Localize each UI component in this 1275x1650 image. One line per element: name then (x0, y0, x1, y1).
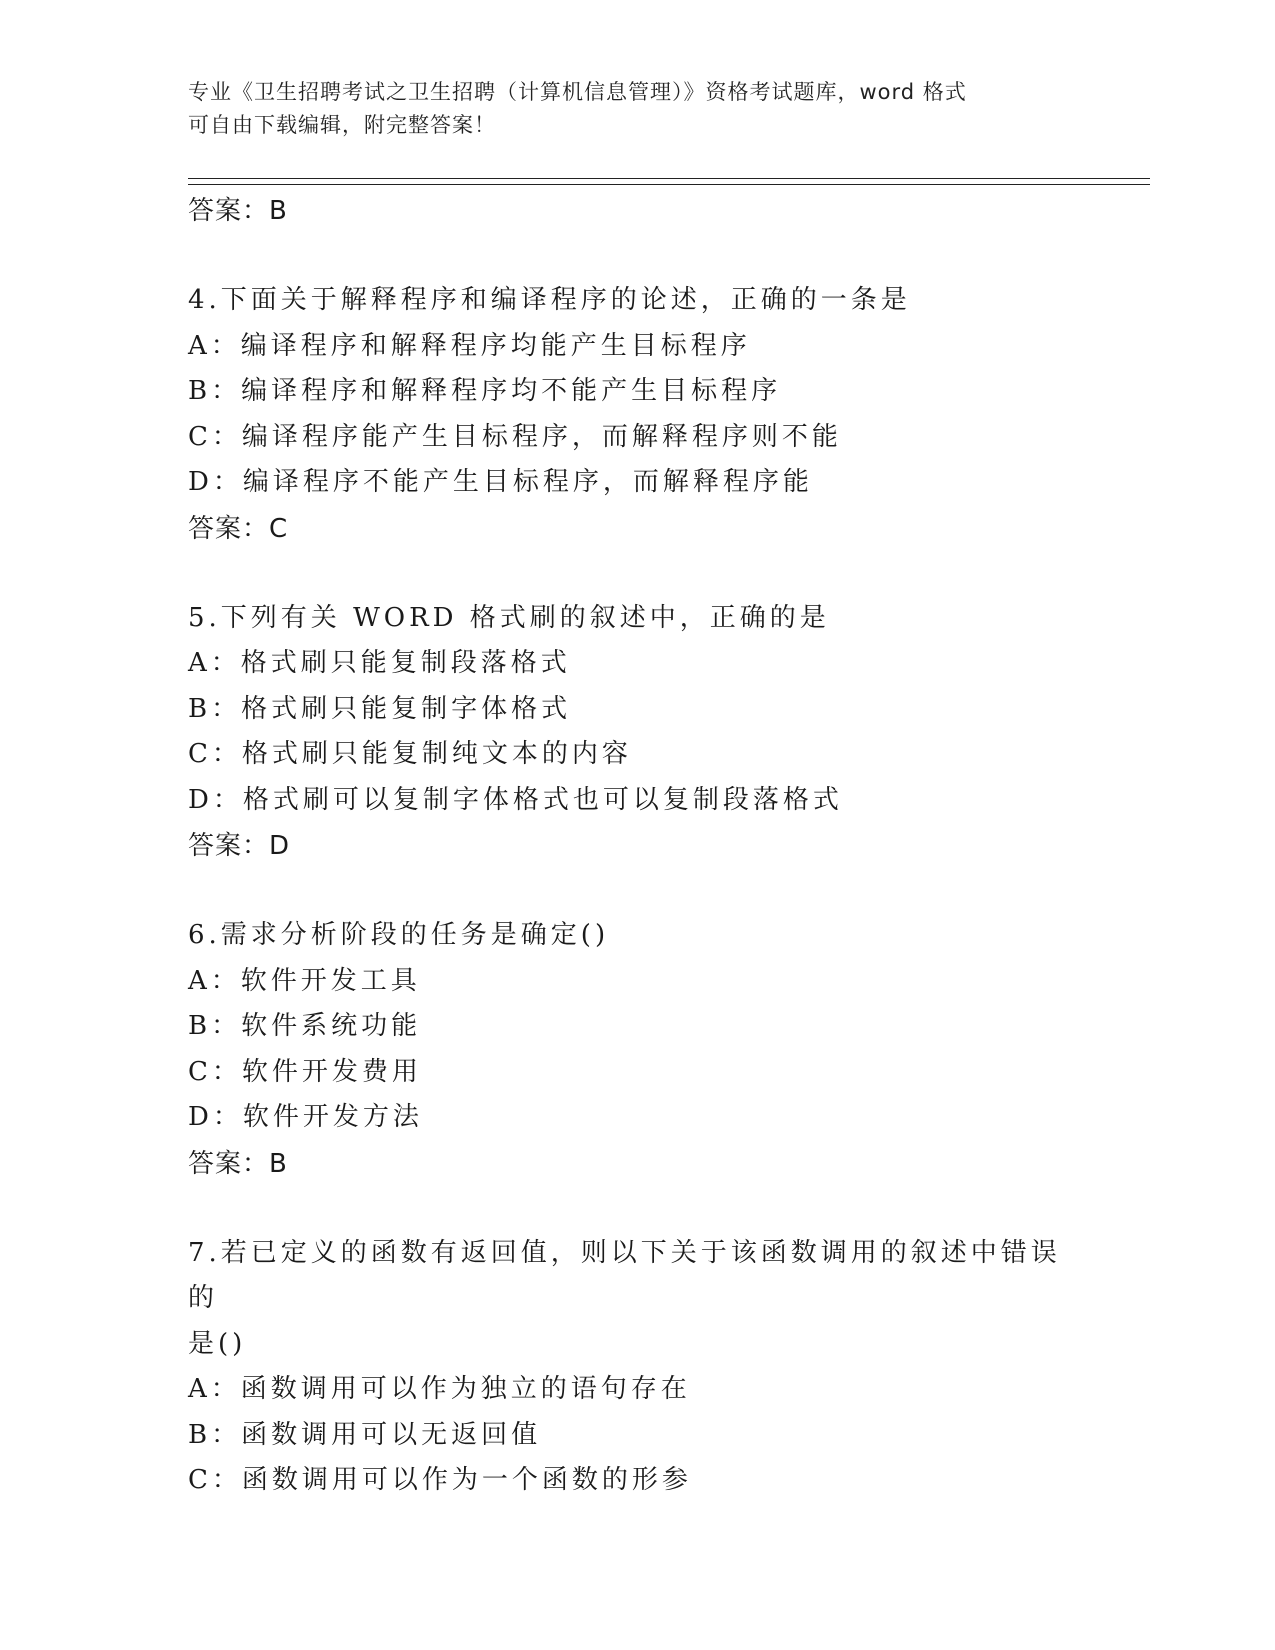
question-text-continued: 是() (188, 1328, 247, 1359)
answer-line: 答案：B (188, 196, 288, 226)
header-rule (188, 178, 1150, 185)
option-b: B：软件系统功能 (188, 1011, 422, 1041)
option-b: B：函数调用可以无返回值 (188, 1419, 542, 1450)
answer-line: 答案：D (188, 831, 291, 861)
question-block (188, 913, 1088, 1187)
header-line-1: 专业《卫生招聘考试之卫生招聘（计算机信息管理）》资格考试题库，word 格式 (188, 80, 967, 104)
option-d: D：编译程序不能产生目标程序，而解释程序能 (188, 467, 813, 497)
header-line-2: 可自由下载编辑，附完整答案！ (188, 113, 496, 137)
option-c: C：软件开发费用 (188, 1056, 422, 1087)
spacer (188, 869, 1088, 913)
question-block (188, 596, 1088, 870)
question-text: 6.需求分析阶段的任务是确定() (188, 920, 610, 950)
option-d: D：软件开发方法 (188, 1102, 423, 1132)
question-block (188, 1231, 1088, 1504)
question-text: 5.下列有关 WORD 格式刷的叙述中，正确的是 (188, 602, 830, 633)
spacer (188, 552, 1088, 596)
question-list (188, 188, 1088, 1504)
option-a: A：格式刷只能复制段落格式 (188, 648, 571, 678)
question-block (188, 278, 1088, 552)
document-header (188, 76, 1068, 142)
option-c: C：函数调用可以作为一个函数的形参 (188, 1465, 692, 1495)
spacer (188, 1187, 1088, 1231)
option-a: A：函数调用可以作为独立的语句存在 (188, 1374, 691, 1404)
answer-line: 答案：C (188, 513, 289, 544)
question-text: 7.若已定义的函数有返回值，则以下关于该函数调用的叙述中错误的 (188, 1237, 1061, 1313)
option-b: B：编译程序和解释程序均不能产生目标程序 (188, 376, 782, 406)
option-b: B：格式刷只能复制字体格式 (188, 693, 572, 724)
option-a: A：编译程序和解释程序均能产生目标程序 (188, 330, 751, 361)
question-text: 4.下面关于解释程序和编译程序的论述，正确的一条是 (188, 285, 911, 315)
option-d: D：格式刷可以复制字体格式也可以复制段落格式 (188, 784, 843, 815)
spacer (188, 234, 1088, 278)
option-c: C：编译程序能产生目标程序，而解释程序则不能 (188, 421, 842, 452)
answer-line: 答案：B (188, 1148, 288, 1179)
option-a: A：软件开发工具 (188, 965, 421, 996)
option-c: C：格式刷只能复制纯文本的内容 (188, 739, 632, 769)
